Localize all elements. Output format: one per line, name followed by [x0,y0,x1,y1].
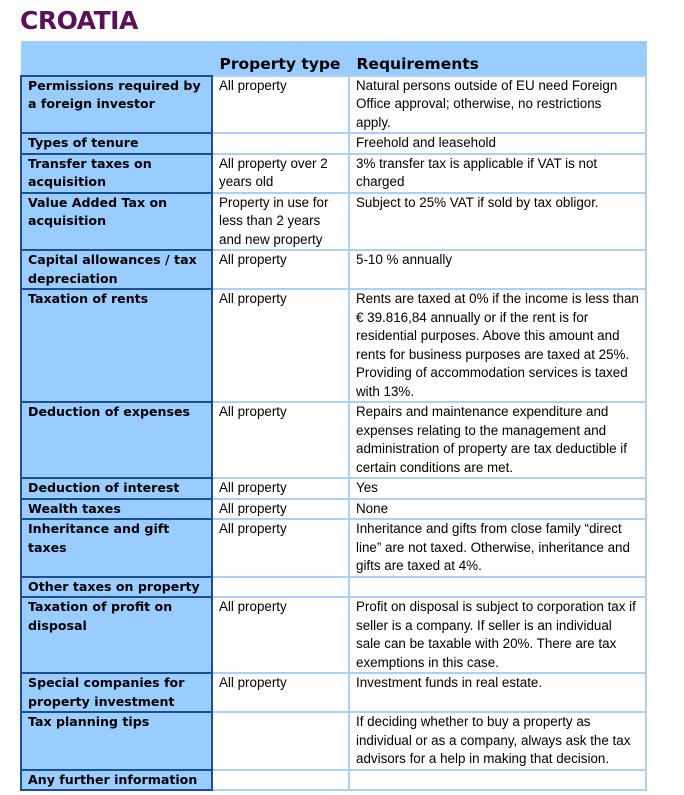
row-property-type [212,770,349,791]
row-topic: Capital allowances / tax depreciation [21,250,212,289]
row-property-type [212,712,349,770]
row-requirements: Freehold and leasehold [349,133,646,154]
row-property-type: All property [212,76,349,134]
table-row [21,250,646,289]
column-header-requirements: Requirements [349,42,646,76]
table-row [21,519,646,577]
row-property-type: All property [212,673,349,712]
row-topic: Taxation of rents [21,289,212,402]
row-requirements: Subject to 25% VAT if sold by tax obligor. [349,193,646,251]
row-requirements: None [349,499,646,520]
table-row [21,133,646,154]
column-header-property-type: Property type [212,42,349,76]
row-topic: Types of tenure [21,133,212,154]
row-requirements: Investment funds in real estate. [349,673,646,712]
table-row [21,154,646,193]
row-topic: Taxation of profit on disposal [21,597,212,673]
row-property-type [212,133,349,154]
row-property-type: All property [212,597,349,673]
row-requirements: Yes [349,478,646,499]
row-property-type: Property in use for less than 2 years and new property [212,193,349,251]
row-requirements [349,577,646,598]
row-requirements: Repairs and maintenance expenditure and expenses relating to the management and administration of property are tax deductible if certain conditions are met. [349,402,646,478]
row-topic: Inheritance and gift taxes [21,519,212,577]
row-topic: Tax planning tips [21,712,212,770]
page-title: CROATIA [20,6,138,35]
row-property-type: All property [212,519,349,577]
row-property-type: All property [212,499,349,520]
row-requirements: 3% transfer tax is applicable if VAT is not charged [349,154,646,193]
table-row [21,289,646,402]
row-requirements: Profit on disposal is subject to corporation tax if seller is a company. If seller is an individual sale can be taxable with 20%. There are tax exemptions in this case. [349,597,646,673]
row-property-type: All property [212,250,349,289]
row-topic: Wealth taxes [21,499,212,520]
row-requirements: 5-10 % annually [349,250,646,289]
table-header-row [21,42,646,76]
row-property-type [212,577,349,598]
table-row [21,770,646,791]
row-requirements: Natural persons outside of EU need Foreign Office approval; otherwise, no restrictions apply. [349,76,646,134]
row-property-type: All property [212,402,349,478]
table-body [21,76,646,791]
row-topic: Permissions required by a foreign investor [21,76,212,134]
row-requirements: Rents are taxed at 0% if the income is less than € 39.816,84 annually or if the rent is for residential purposes. Above this amount and rents for business purposes are taxed at 25%. Providing of accommodation services is taxed with 13%. [349,289,646,402]
property-tax-table [20,41,647,791]
table-row [21,577,646,598]
row-requirements: Inheritance and gifts from close family “direct line” are not taxed. Otherwise, inheritance and gifts are taxed at 4%. [349,519,646,577]
table-row [21,193,646,251]
row-property-type: All property [212,289,349,402]
row-topic: Value Added Tax on acquisition [21,193,212,251]
row-topic: Deduction of interest [21,478,212,499]
row-topic: Transfer taxes on acquisition [21,154,212,193]
table-row [21,712,646,770]
row-property-type: All property [212,478,349,499]
column-header-topic [21,42,212,76]
row-topic: Deduction of expenses [21,402,212,478]
row-requirements [349,770,646,791]
table-row [21,673,646,712]
row-property-type: All property over 2 years old [212,154,349,193]
row-requirements: If deciding whether to buy a property as individual or as a company, always ask the tax advisors for a help in making that decision. [349,712,646,770]
row-topic: Special companies for property investment [21,673,212,712]
table-row [21,76,646,134]
row-topic: Any further information [21,770,212,791]
table-row [21,499,646,520]
row-topic: Other taxes on property [21,577,212,598]
table-row [21,402,646,478]
table-row [21,597,646,673]
table-row [21,478,646,499]
